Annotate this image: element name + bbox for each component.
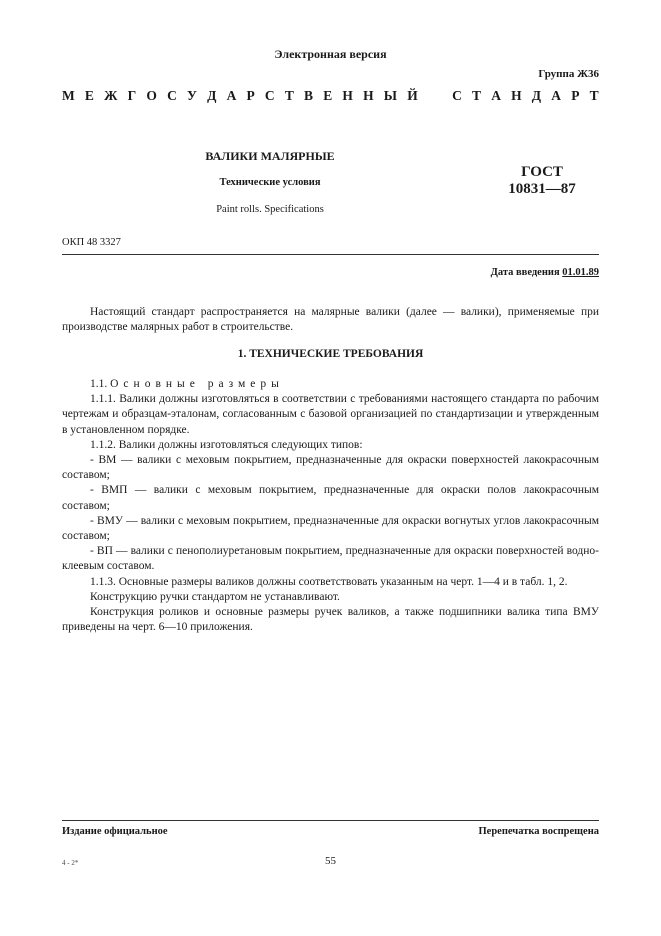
banner-letter: Р	[246, 88, 255, 103]
banner-letter: С	[167, 88, 177, 103]
banner-letter: Ж	[104, 88, 118, 103]
clause-1-1-2: 1.1.2. Валики должны изготовляться следующих типов:	[90, 438, 363, 451]
section-body	[62, 377, 599, 635]
okp-code: ОКП 48 3327	[62, 237, 121, 248]
banner-letter: Н	[511, 88, 522, 103]
official-edition-label: Издание официальное	[62, 826, 168, 837]
banner-letter: Р	[571, 88, 580, 103]
clause-number: 1.1.	[90, 378, 108, 390]
banner-letter: О	[146, 88, 157, 103]
paragraph: Настоящий стандарт распространяется на малярные валики (далее — валики), применяемые при производстве малярных работ в строительстве.	[62, 306, 599, 334]
introduction-date-label: Дата введения	[490, 267, 560, 278]
reprint-prohibited-label: Перепечатка воспрещена	[478, 826, 599, 837]
group-code: Группа Ж36	[538, 68, 599, 80]
banner-letter: М	[62, 88, 75, 103]
banner-letter: А	[226, 88, 237, 103]
rollers-paragraph: Конструкция роликов и основные размеры ручек валиков, а также подшипники валика типа ВМУ приведены на черт. 6—10 приложения.	[62, 606, 599, 634]
gost-label: ГОСТ	[521, 164, 563, 180]
banner-letter: А	[491, 88, 501, 103]
clause-1-1	[62, 377, 599, 392]
electronic-version-label: Электронная версия	[274, 47, 387, 61]
english-title: Paint rolls. Specifications	[216, 204, 324, 215]
banner-letter: Й	[407, 88, 418, 103]
banner-letter: Ы	[383, 88, 398, 103]
clause-1-1-1: 1.1.1. Валики должны изготовляться в соответствии с требованиями настоящего стандарта по рабочим чертежам и образцам-эталонам, согласованным с базовой организацией по стандартизации и утвержденным в установленном порядке.	[62, 393, 599, 436]
banner-letter: А	[551, 88, 562, 103]
introduction-date	[491, 267, 599, 278]
footer-divider	[62, 820, 599, 821]
banner-letter: Т	[284, 88, 294, 103]
banner-letter: Т	[472, 88, 482, 103]
section-heading: 1. ТЕХНИЧЕСКИЕ ТРЕБОВАНИЯ	[237, 348, 424, 360]
banner-word-gap	[428, 88, 442, 104]
banner-letter: Д	[207, 88, 217, 103]
banner-letter: Н	[342, 88, 353, 103]
list-item-vm: - ВМ — валики с меховым покрытием, предназначенные для окраски поверхностей лакокрасочным составом;	[62, 454, 599, 482]
banner-letter: С	[264, 88, 275, 103]
introduction-date-value: 01.01.89	[562, 267, 599, 278]
gost-number: 10831—87	[508, 181, 576, 197]
document-title: ВАЛИКИ МАЛЯРНЫЕ	[205, 149, 335, 163]
banner-letter: Г	[127, 88, 137, 103]
banner-letter: Е	[84, 88, 94, 103]
print-mark: 4 - 2*	[62, 859, 79, 867]
page-number: 55	[325, 855, 336, 867]
clause-1-1-3: 1.1.3. Основные размеры валиков должны соответствовать указанным на черт. 1—4 и в табл. 1, 2.	[90, 575, 568, 588]
list-item-vmp: - ВМП — валики с меховым покрытием, предназначенные для окраски полов лакокрасочным составом;	[62, 484, 599, 512]
intro-paragraph	[62, 305, 599, 335]
banner-letter: Е	[323, 88, 333, 103]
banner-letter: С	[452, 88, 462, 103]
interstate-standard-banner	[62, 88, 599, 104]
banner-letter: В	[304, 88, 314, 103]
clause-title: Основные размеры	[110, 378, 284, 390]
list-item-vmu: - ВМУ — валики с меховым покрытием, предназначенные для окраски вогнутых углов лакокрасочным составом;	[62, 514, 599, 543]
banner-letter: Н	[363, 88, 374, 103]
divider-line	[62, 254, 599, 255]
list-item-vp: - ВП — валики с пенополиуретановым покрытием, предназначенные для окраски поверхностей водно-клеевым составом.	[62, 545, 599, 573]
handle-paragraph: Конструкцию ручки стандартом не устанавливают.	[90, 590, 340, 603]
document-subtitle: Технические условия	[219, 177, 321, 188]
banner-letter: Д	[531, 88, 542, 103]
banner-letter: Т	[589, 88, 599, 103]
banner-letter: У	[187, 88, 197, 103]
